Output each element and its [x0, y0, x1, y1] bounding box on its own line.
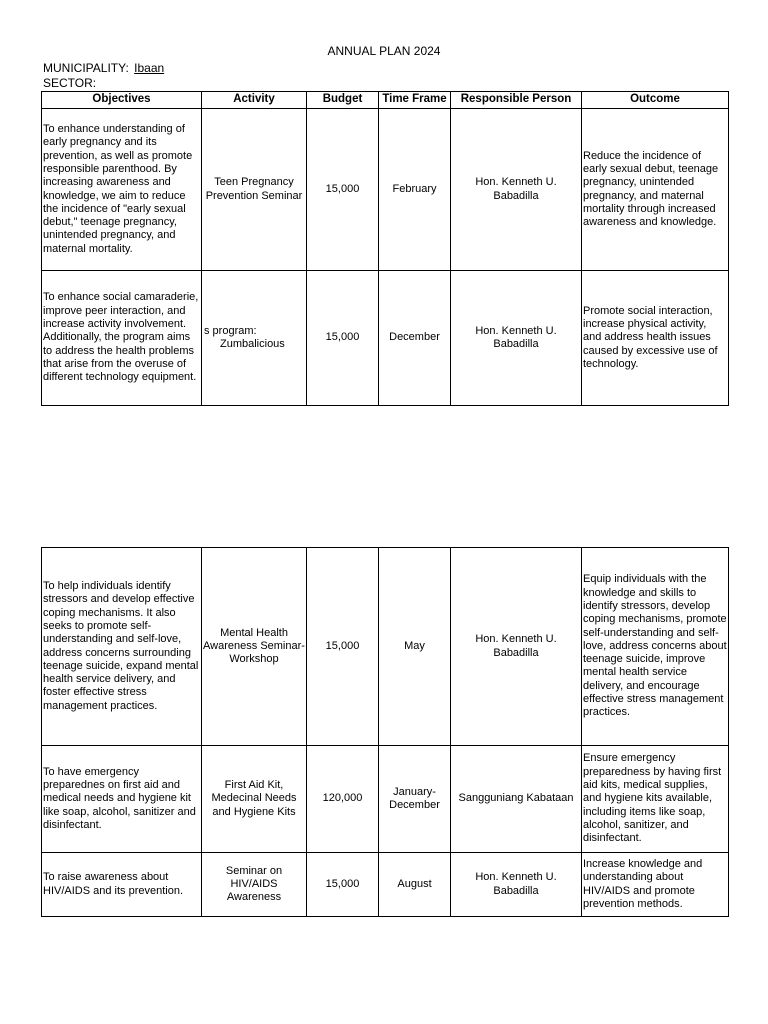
- sector-label: SECTOR:: [43, 76, 97, 90]
- time-frame-cell: August: [379, 853, 451, 917]
- outcome-cell: Promote social interaction, increase physical activity, and address health issues caused by excessive use of technology.: [582, 271, 729, 406]
- header-responsible-person: Responsible Person: [451, 92, 582, 109]
- activity-line-2: Zumbalicious: [220, 338, 285, 350]
- annual-plan-table-page2: [41, 547, 729, 917]
- budget-cell: 15,000: [307, 853, 379, 917]
- objective-cell: To enhance social camaraderie, improve peer interaction, and increase activity involvement. Additionally, the program aims to address the health problems that arise from the overuse of different technology equipment.: [42, 271, 202, 406]
- outcome-cell: Reduce the incidence of early sexual debut, teenage pregnancy, unintended pregnancy, and maternal mortality through increased awareness and knowledge.: [582, 109, 729, 271]
- activity-cell: [202, 271, 307, 406]
- document-title: ANNUAL PLAN 2024: [327, 44, 441, 58]
- outcome-cell: Increase knowledge and understanding about HIV/AIDS and promote prevention methods.: [582, 853, 729, 917]
- objective-cell: To help individuals identify stressors and develop effective coping mechanisms. It also seeks to promote self-understanding and self-love, address concerns surrounding teenage suicide, expand mental health service delivery, and foster effective stress management practices.: [42, 548, 202, 746]
- responsible-cell: Sangguniang Kabataan: [451, 746, 582, 853]
- header-objectives: Objectives: [42, 92, 202, 109]
- municipality-line: [43, 61, 168, 75]
- objective-cell: To have emergency preparednes on first aid and medical needs and hygiene kit like soap, alcohol, sanitizer and disinfectant.: [42, 746, 202, 853]
- header-outcome: Outcome: [582, 92, 729, 109]
- activity-cell: Seminar on HIV/AIDS Awareness: [202, 853, 307, 917]
- table-row: [42, 109, 729, 271]
- table-row: [42, 746, 729, 853]
- table-row: [42, 853, 729, 917]
- responsible-cell: Hon. Kenneth U. Babadilla: [451, 853, 582, 917]
- objective-cell: To raise awareness about HIV/AIDS and its prevention.: [42, 853, 202, 917]
- outcome-cell: Equip individuals with the knowledge and skills to identify stressors, develop coping mechanisms, promote self-understanding and self-love, address concerns about teenage suicide, improve mental health service delivery, and encourage effective stress management practices.: [582, 548, 729, 746]
- time-frame-cell: December: [379, 271, 451, 406]
- time-frame-cell: February: [379, 109, 451, 271]
- time-frame-cell: May: [379, 548, 451, 746]
- objective-cell: To enhance understanding of early pregnancy and its prevention, as well as promote responsible parenthood. By increasing awareness and knowledge, we aim to reduce the incidence of "early sexual debut," teenage pregnancy, unintended pregnancy, and maternal mortality.: [42, 109, 202, 271]
- budget-cell: 120,000: [307, 746, 379, 853]
- responsible-cell: Hon. Kenneth U. Babadilla: [451, 271, 582, 406]
- responsible-cell: Hon. Kenneth U. Babadilla: [451, 109, 582, 271]
- budget-cell: 15,000: [307, 109, 379, 271]
- table-row: [42, 271, 729, 406]
- header-activity: Activity: [202, 92, 307, 109]
- outcome-cell: Ensure emergency preparedness by having first aid kits, medical supplies, and hygiene kits available, including items like soap, alcohol, sanitizer, and disinfectant.: [582, 746, 729, 853]
- responsible-cell: Hon. Kenneth U. Babadilla: [451, 548, 582, 746]
- table-row: [42, 548, 729, 746]
- activity-line-1: s program:: [204, 324, 257, 337]
- activity-cell: Teen Pregnancy Prevention Seminar: [202, 109, 307, 271]
- sector-line: [43, 76, 96, 90]
- municipality-label: MUNICIPALITY:: [43, 61, 129, 75]
- budget-cell: 15,000: [307, 271, 379, 406]
- time-frame-cell: January-December: [379, 746, 451, 853]
- activity-cell: Mental Health Awareness Seminar-Workshop: [202, 548, 307, 746]
- municipality-value: Ibaan: [134, 61, 165, 75]
- header-budget: Budget: [307, 92, 379, 109]
- activity-cell: First Aid Kit, Medecinal Needs and Hygiene Kits: [202, 746, 307, 853]
- table-header-row: [42, 92, 729, 109]
- budget-cell: 15,000: [307, 548, 379, 746]
- header-time-frame: Time Frame: [379, 92, 451, 109]
- annual-plan-table-page1: [41, 91, 729, 406]
